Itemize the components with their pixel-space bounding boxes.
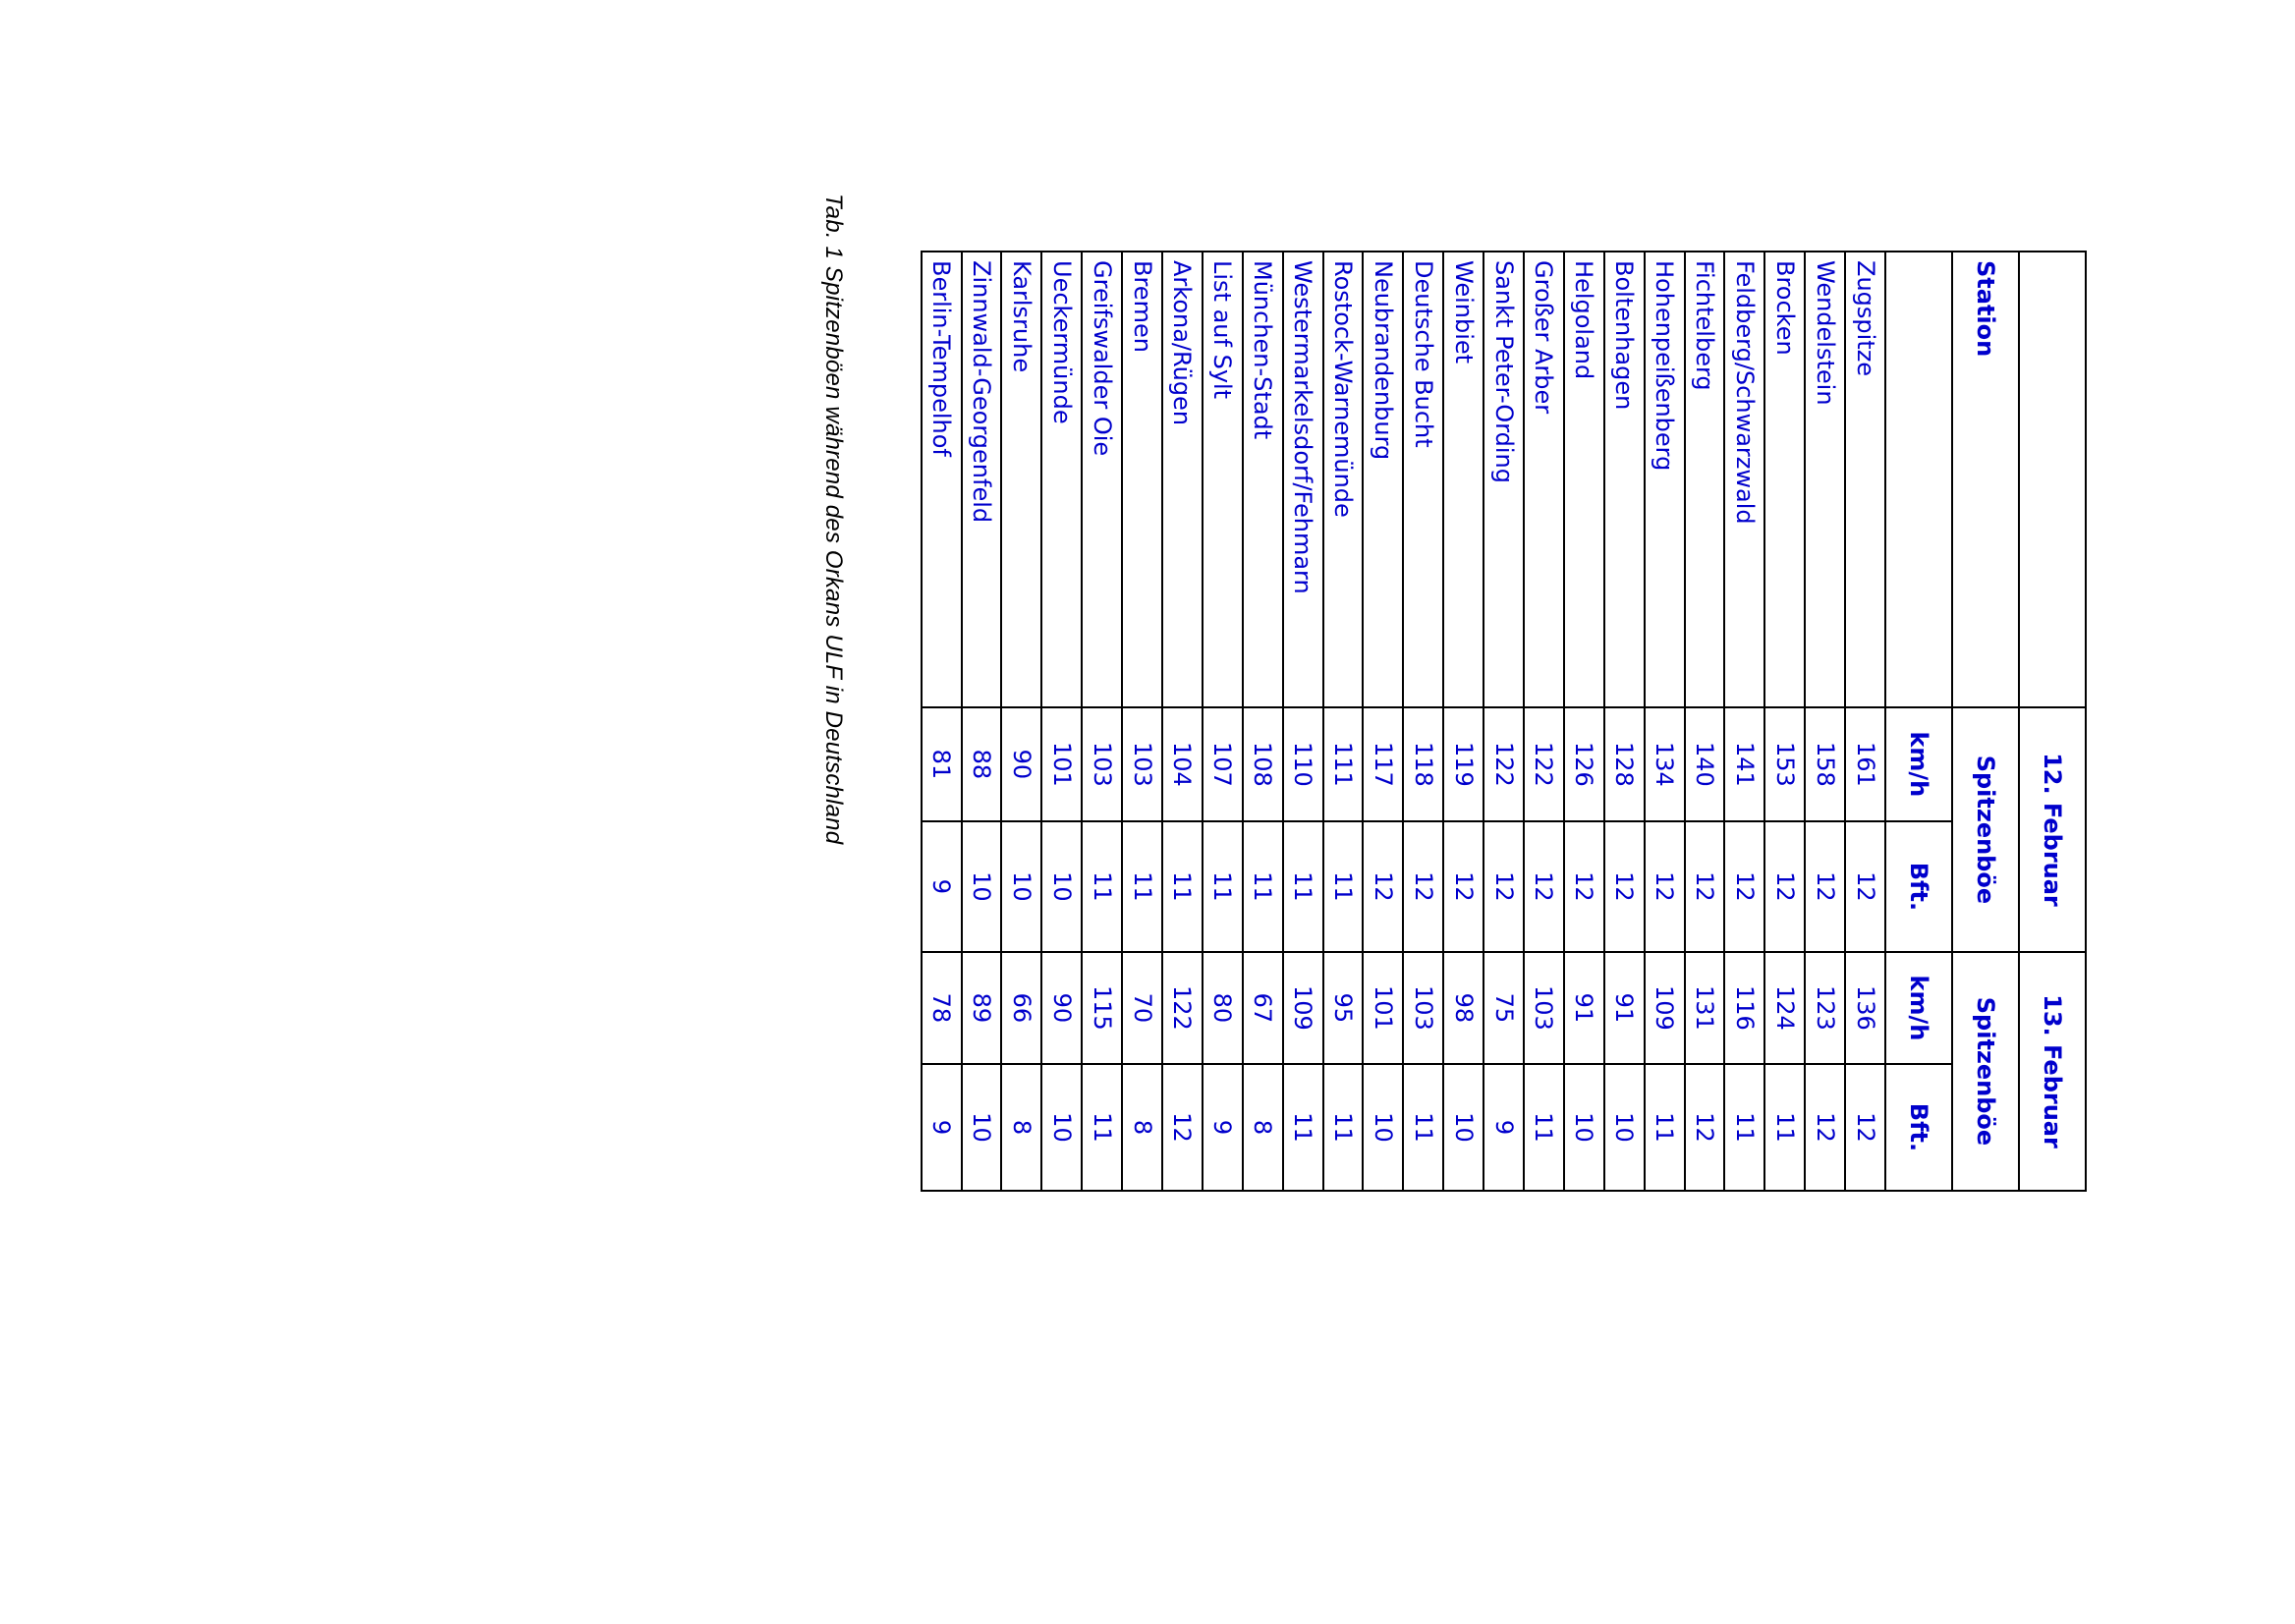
gust-bft-12: 11 bbox=[1082, 821, 1122, 952]
station-name: Brocken bbox=[1764, 252, 1805, 707]
wind-gust-table bbox=[921, 251, 2087, 1192]
station-name: Bremen bbox=[1122, 252, 1162, 707]
gust-bft-12: 11 bbox=[1203, 821, 1243, 952]
gust-bft-12: 11 bbox=[1323, 821, 1364, 952]
gust-bft-12: 9 bbox=[922, 821, 962, 952]
gust-bft-13: 8 bbox=[1122, 1064, 1162, 1191]
gust-bft-12: 11 bbox=[1283, 821, 1323, 952]
gust-bft-12: 12 bbox=[1845, 821, 1885, 952]
gust-bft-13: 11 bbox=[1082, 1064, 1122, 1191]
table-row bbox=[1443, 252, 1483, 1191]
gust-bft-13: 8 bbox=[1001, 1064, 1041, 1191]
gust-kmh-12: 103 bbox=[1082, 707, 1122, 821]
table-row bbox=[1845, 252, 1885, 1191]
gust-kmh-12: 101 bbox=[1041, 707, 1082, 821]
table-row bbox=[962, 252, 1002, 1191]
table-row bbox=[1564, 252, 1604, 1191]
header-row-labels bbox=[1952, 252, 2019, 1191]
gust-kmh-13: 116 bbox=[1724, 952, 1764, 1064]
table-row bbox=[1082, 252, 1122, 1191]
gust-kmh-12: 104 bbox=[1162, 707, 1203, 821]
table-row bbox=[1604, 252, 1645, 1191]
gust-bft-13: 11 bbox=[1403, 1064, 1443, 1191]
gust-kmh-12: 103 bbox=[1122, 707, 1162, 821]
gust-kmh-12: 81 bbox=[922, 707, 962, 821]
station-name: List auf Sylt bbox=[1203, 252, 1243, 707]
station-name: Rostock-Warnemünde bbox=[1323, 252, 1364, 707]
station-name: München-Stadt bbox=[1243, 252, 1283, 707]
gust-kmh-13: 124 bbox=[1764, 952, 1805, 1064]
gust-bft-12: 12 bbox=[1764, 821, 1805, 952]
station-name: Fichtelberg bbox=[1685, 252, 1725, 707]
gust-kmh-12: 158 bbox=[1805, 707, 1845, 821]
station-name: Boltenhagen bbox=[1604, 252, 1645, 707]
gust-bft-12: 12 bbox=[1403, 821, 1443, 952]
header-unit-kmh-12: km/h bbox=[1885, 707, 1952, 821]
gust-kmh-12: 161 bbox=[1845, 707, 1885, 821]
header-row-units bbox=[1885, 252, 1952, 1191]
station-name: Neubrandenburg bbox=[1363, 252, 1403, 707]
gust-bft-13: 12 bbox=[1162, 1064, 1203, 1191]
station-name: Sankt Peter-Ording bbox=[1483, 252, 1524, 707]
header-station: Station bbox=[1952, 252, 2019, 707]
gust-kmh-12: 110 bbox=[1283, 707, 1323, 821]
gust-kmh-13: 80 bbox=[1203, 952, 1243, 1064]
gust-kmh-12: 118 bbox=[1403, 707, 1443, 821]
station-name: Greifswalder Oie bbox=[1082, 252, 1122, 707]
table-row bbox=[1323, 252, 1364, 1191]
table-row bbox=[1403, 252, 1443, 1191]
gust-bft-13: 11 bbox=[1283, 1064, 1323, 1191]
table-row bbox=[922, 252, 962, 1191]
gust-kmh-13: 131 bbox=[1685, 952, 1725, 1064]
gust-bft-13: 10 bbox=[1443, 1064, 1483, 1191]
table-row bbox=[1243, 252, 1283, 1191]
gust-kmh-13: 103 bbox=[1524, 952, 1564, 1064]
gust-bft-13: 12 bbox=[1845, 1064, 1885, 1191]
gust-bft-13: 9 bbox=[1203, 1064, 1243, 1191]
gust-bft-12: 12 bbox=[1724, 821, 1764, 952]
gust-bft-13: 11 bbox=[1645, 1064, 1685, 1191]
table-row bbox=[1685, 252, 1725, 1191]
gust-bft-12: 12 bbox=[1685, 821, 1725, 952]
table-row bbox=[1363, 252, 1403, 1191]
gust-kmh-12: 90 bbox=[1001, 707, 1041, 821]
rotated-document bbox=[810, 194, 2087, 1194]
gust-kmh-12: 153 bbox=[1764, 707, 1805, 821]
gust-kmh-13: 101 bbox=[1363, 952, 1403, 1064]
station-name: Ueckermünde bbox=[1041, 252, 1082, 707]
gust-bft-13: 10 bbox=[1604, 1064, 1645, 1191]
gust-kmh-13: 78 bbox=[922, 952, 962, 1064]
gust-kmh-13: 109 bbox=[1645, 952, 1685, 1064]
table-row bbox=[1724, 252, 1764, 1191]
station-name: Weinbiet bbox=[1443, 252, 1483, 707]
gust-kmh-12: 107 bbox=[1203, 707, 1243, 821]
table-caption: Tab. 1 Spitzenböen während des Orkans ULF in Deutschland bbox=[820, 194, 847, 845]
gust-kmh-12: 128 bbox=[1604, 707, 1645, 821]
gust-bft-12: 12 bbox=[1645, 821, 1685, 952]
gust-kmh-13: 122 bbox=[1162, 952, 1203, 1064]
gust-bft-12: 12 bbox=[1483, 821, 1524, 952]
header-unit-kmh-13: km/h bbox=[1885, 952, 1952, 1064]
gust-kmh-12: 122 bbox=[1483, 707, 1524, 821]
station-name: Zinnwald-Georgenfeld bbox=[962, 252, 1002, 707]
gust-kmh-13: 91 bbox=[1564, 952, 1604, 1064]
table-row bbox=[1805, 252, 1845, 1191]
gust-bft-13: 12 bbox=[1685, 1064, 1725, 1191]
gust-bft-12: 12 bbox=[1604, 821, 1645, 952]
gust-bft-12: 12 bbox=[1564, 821, 1604, 952]
gust-kmh-12: 108 bbox=[1243, 707, 1283, 821]
gust-kmh-13: 95 bbox=[1323, 952, 1364, 1064]
gust-bft-13: 10 bbox=[1564, 1064, 1604, 1191]
gust-kmh-13: 123 bbox=[1805, 952, 1845, 1064]
gust-kmh-13: 75 bbox=[1483, 952, 1524, 1064]
gust-kmh-12: 122 bbox=[1524, 707, 1564, 821]
header-gust-12: Spitzenböe bbox=[1952, 707, 2019, 952]
table-row bbox=[1162, 252, 1203, 1191]
header-units-empty bbox=[1885, 252, 1952, 707]
station-name: Hohenpeißenberg bbox=[1645, 252, 1685, 707]
gust-bft-13: 11 bbox=[1724, 1064, 1764, 1191]
gust-kmh-13: 103 bbox=[1403, 952, 1443, 1064]
header-unit-bft-13: Bft. bbox=[1885, 1064, 1952, 1191]
gust-bft-13: 10 bbox=[1041, 1064, 1082, 1191]
gust-bft-13: 11 bbox=[1323, 1064, 1364, 1191]
gust-bft-12: 11 bbox=[1122, 821, 1162, 952]
header-row-dates bbox=[2019, 252, 2086, 1191]
gust-kmh-13: 70 bbox=[1122, 952, 1162, 1064]
gust-kmh-13: 115 bbox=[1082, 952, 1122, 1064]
gust-bft-13: 9 bbox=[922, 1064, 962, 1191]
gust-bft-12: 11 bbox=[1162, 821, 1203, 952]
gust-bft-13: 10 bbox=[1363, 1064, 1403, 1191]
gust-bft-12: 11 bbox=[1243, 821, 1283, 952]
table-row bbox=[1283, 252, 1323, 1191]
gust-kmh-12: 126 bbox=[1564, 707, 1604, 821]
table-row bbox=[1645, 252, 1685, 1191]
gust-kmh-12: 111 bbox=[1323, 707, 1364, 821]
table-row bbox=[1524, 252, 1564, 1191]
station-name: Großer Arber bbox=[1524, 252, 1564, 707]
gust-bft-12: 12 bbox=[1524, 821, 1564, 952]
table-row bbox=[1483, 252, 1524, 1191]
table-row bbox=[1001, 252, 1041, 1191]
gust-kmh-12: 141 bbox=[1724, 707, 1764, 821]
gust-kmh-13: 66 bbox=[1001, 952, 1041, 1064]
gust-bft-13: 11 bbox=[1524, 1064, 1564, 1191]
table-row bbox=[1041, 252, 1082, 1191]
gust-bft-13: 8 bbox=[1243, 1064, 1283, 1191]
gust-kmh-12: 117 bbox=[1363, 707, 1403, 821]
header-date-13: 13. Februar bbox=[2019, 952, 2086, 1191]
gust-bft-13: 12 bbox=[1805, 1064, 1845, 1191]
header-gust-13: Spitzenböe bbox=[1952, 952, 2019, 1191]
gust-kmh-13: 89 bbox=[962, 952, 1002, 1064]
gust-kmh-13: 67 bbox=[1243, 952, 1283, 1064]
gust-kmh-12: 134 bbox=[1645, 707, 1685, 821]
header-empty-cell bbox=[2019, 252, 2086, 707]
gust-bft-12: 12 bbox=[1443, 821, 1483, 952]
gust-kmh-13: 136 bbox=[1845, 952, 1885, 1064]
station-name: Feldberg/Schwarzwald bbox=[1724, 252, 1764, 707]
station-name: Arkona/Rügen bbox=[1162, 252, 1203, 707]
table-row bbox=[1203, 252, 1243, 1191]
station-name: Helgoland bbox=[1564, 252, 1604, 707]
gust-kmh-13: 109 bbox=[1283, 952, 1323, 1064]
gust-bft-12: 10 bbox=[1001, 821, 1041, 952]
gust-bft-12: 12 bbox=[1363, 821, 1403, 952]
gust-kmh-12: 88 bbox=[962, 707, 1002, 821]
station-name: Zugspitze bbox=[1845, 252, 1885, 707]
station-name: Berlin-Tempelhof bbox=[922, 252, 962, 707]
gust-bft-13: 9 bbox=[1483, 1064, 1524, 1191]
gust-bft-13: 11 bbox=[1764, 1064, 1805, 1191]
gust-bft-12: 10 bbox=[962, 821, 1002, 952]
table-row bbox=[1122, 252, 1162, 1191]
gust-bft-13: 10 bbox=[962, 1064, 1002, 1191]
gust-bft-12: 10 bbox=[1041, 821, 1082, 952]
station-name: Karlsruhe bbox=[1001, 252, 1041, 707]
gust-kmh-13: 90 bbox=[1041, 952, 1082, 1064]
header-date-12: 12. Februar bbox=[2019, 707, 2086, 952]
station-name: Wendelstein bbox=[1805, 252, 1845, 707]
gust-bft-12: 12 bbox=[1805, 821, 1845, 952]
station-name: Deutsche Bucht bbox=[1403, 252, 1443, 707]
header-unit-bft-12: Bft. bbox=[1885, 821, 1952, 952]
gust-kmh-12: 140 bbox=[1685, 707, 1725, 821]
station-name: Westermarkelsdorf/Fehmarn bbox=[1283, 252, 1323, 707]
table-row bbox=[1764, 252, 1805, 1191]
gust-kmh-13: 91 bbox=[1604, 952, 1645, 1064]
gust-kmh-13: 98 bbox=[1443, 952, 1483, 1064]
gust-kmh-12: 119 bbox=[1443, 707, 1483, 821]
